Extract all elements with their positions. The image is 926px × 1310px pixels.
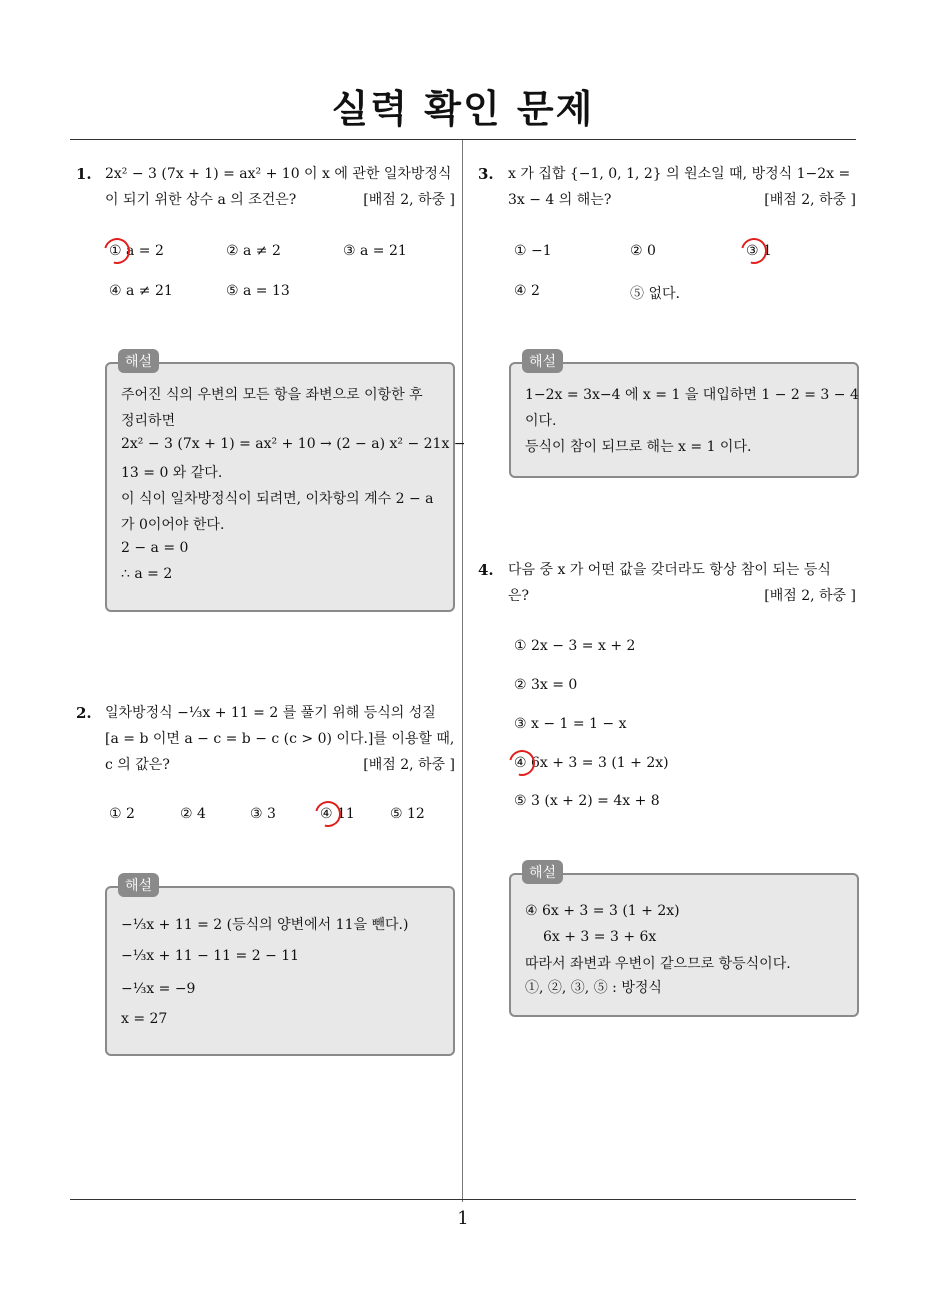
q3-line2: 3x − 4 의 해는?: [508, 192, 612, 208]
q1-sol-line-3: 2x² − 3 (7x + 1) = ax² + 10 → (2 − a) x² − 21x −: [121, 436, 466, 452]
q4-line2: 은?: [508, 588, 530, 604]
q4-number: 4.: [478, 561, 494, 579]
q2-choice-3[interactable]: ③ 3: [250, 806, 276, 822]
q1-line2: 이 되기 위한 상수 a 의 조건은?: [105, 192, 297, 208]
q4-sol-line-2: 6x + 3 = 3 + 6x: [543, 929, 657, 945]
q2-choice-4[interactable]: ④ 11: [320, 806, 355, 822]
q3-choice-3[interactable]: ③ 1: [746, 243, 772, 259]
q2-sol-line-4: x = 27: [121, 1011, 168, 1027]
q1-meta: [배점 2, 하중 ]: [363, 192, 455, 208]
q4-stem: [508, 557, 856, 609]
q4-solution-tag: 해설: [522, 860, 563, 884]
q2-choice-5[interactable]: ⑤ 12: [390, 806, 425, 822]
q2-line1: 일차방정식 −⅓x + 11 = 2 를 풀기 위해 등식의 성질: [105, 705, 436, 721]
q2-answer-mark: [310, 796, 346, 832]
q3-choice-1[interactable]: ① −1: [514, 243, 552, 259]
q3-solution-box: [509, 362, 859, 478]
q1-solution-tag: 해설: [118, 349, 159, 373]
q3-choice-2[interactable]: ② 0: [630, 243, 656, 259]
q2-solution-tag: 해설: [118, 873, 159, 897]
q1-choice-3[interactable]: ③ a = 21: [343, 243, 407, 259]
q1-sol-line-1: 주어진 식의 우변의 모든 항을 좌변으로 이항한 후: [121, 387, 423, 403]
q2-choice-1[interactable]: ① 2: [109, 806, 135, 822]
q3-sol-line-2: 이다.: [525, 413, 557, 429]
q4-sol-line-3: 따라서 좌변과 우변이 같으므로 항등식이다.: [525, 956, 791, 972]
q4-meta: [배점 2, 하중 ]: [764, 588, 856, 604]
header-rule: [70, 139, 856, 140]
q1-choice-1[interactable]: ① a = 2: [109, 243, 164, 259]
q3-sol-line-3: 등식이 참이 되므로 해는 x = 1 이다.: [525, 439, 752, 455]
q1-sol-line-8: ∴ a = 2: [121, 566, 173, 582]
q1-stem: [105, 161, 455, 213]
footer-rule: [70, 1199, 856, 1200]
q1-choice-2[interactable]: ② a ≠ 2: [226, 243, 281, 259]
q2-line2: [a = b 이면 a − c = b − c (c > 0) 이다.]를 이용할 때,: [105, 731, 455, 747]
page-number: 1: [457, 1208, 469, 1229]
q1-answer-mark: [99, 233, 135, 269]
q4-sol-line-4: ①, ②, ③, ⑤ : 방정식: [525, 980, 662, 996]
q3-stem: [508, 161, 856, 213]
q4-solution-box: [509, 873, 859, 1017]
q1-number: 1.: [76, 165, 92, 183]
q4-answer-mark: [504, 745, 540, 781]
column-divider: [462, 140, 463, 1202]
q4-choice-2[interactable]: ② 3x = 0: [514, 677, 578, 693]
q4-choice-1[interactable]: ① 2x − 3 = x + 2: [514, 638, 636, 654]
page-title: 실력 확인 문제: [331, 87, 595, 131]
q1-line1: 2x² − 3 (7x + 1) = ax² + 10 이 x 에 관한 일차방정식: [105, 166, 452, 182]
q1-solution-box: [105, 362, 466, 612]
q2-number: 2.: [76, 704, 92, 722]
q4-sol-line-1: ④ 6x + 3 = 3 (1 + 2x): [525, 903, 680, 919]
q1-choice-5[interactable]: ⑤ a = 13: [226, 283, 290, 299]
q1-sol-line-6: 가 0이어야 한다.: [121, 517, 225, 533]
q2-sol-line-1: −⅓x + 11 = 2 (등식의 양변에서 11을 뺀다.): [121, 917, 409, 933]
q2-sol-line-2: −⅓x + 11 − 11 = 2 − 11: [121, 948, 300, 964]
q1-sol-line-5: 이 식이 일차방정식이 되려면, 이차항의 계수 2 − a: [121, 491, 434, 507]
q2-meta: [배점 2, 하중 ]: [363, 757, 455, 773]
q4-choice-3[interactable]: ③ x − 1 = 1 − x: [514, 716, 627, 732]
q2-solution-box: [105, 886, 455, 1056]
q2-choice-2[interactable]: ② 4: [180, 806, 206, 822]
q1-sol-line-4: 13 = 0 와 같다.: [121, 465, 223, 481]
q1-choice-4[interactable]: ④ a ≠ 21: [109, 283, 173, 299]
q3-line1: x 가 집합 {−1, 0, 1, 2} 의 원소일 때, 방정식 1−2x =: [508, 166, 851, 182]
q1-sol-line-7: 2 − a = 0: [121, 540, 189, 556]
q2-sol-line-3: −⅓x = −9: [121, 981, 196, 997]
q4-line1: 다음 중 x 가 어떤 값을 갖더라도 항상 참이 되는 등식: [508, 562, 831, 578]
q4-choice-4[interactable]: ④ 6x + 3 = 3 (1 + 2x): [514, 755, 669, 771]
q3-number: 3.: [478, 165, 494, 183]
q3-choice-5[interactable]: ⑤ 없다.: [630, 286, 680, 302]
q3-meta: [배점 2, 하중 ]: [764, 192, 856, 208]
q2-stem: [105, 700, 455, 778]
q3-sol-line-1: 1−2x = 3x−4 에 x = 1 을 대입하면 1 − 2 = 3 − 4: [525, 387, 859, 403]
q1-sol-line-2: 정리하면: [121, 413, 176, 429]
q4-choice-5[interactable]: ⑤ 3 (x + 2) = 4x + 8: [514, 793, 660, 809]
q2-line3: c 의 값은?: [105, 757, 170, 773]
q3-answer-mark: [736, 233, 772, 269]
q3-solution-tag: 해설: [522, 349, 563, 373]
q3-choice-4[interactable]: ④ 2: [514, 283, 540, 299]
